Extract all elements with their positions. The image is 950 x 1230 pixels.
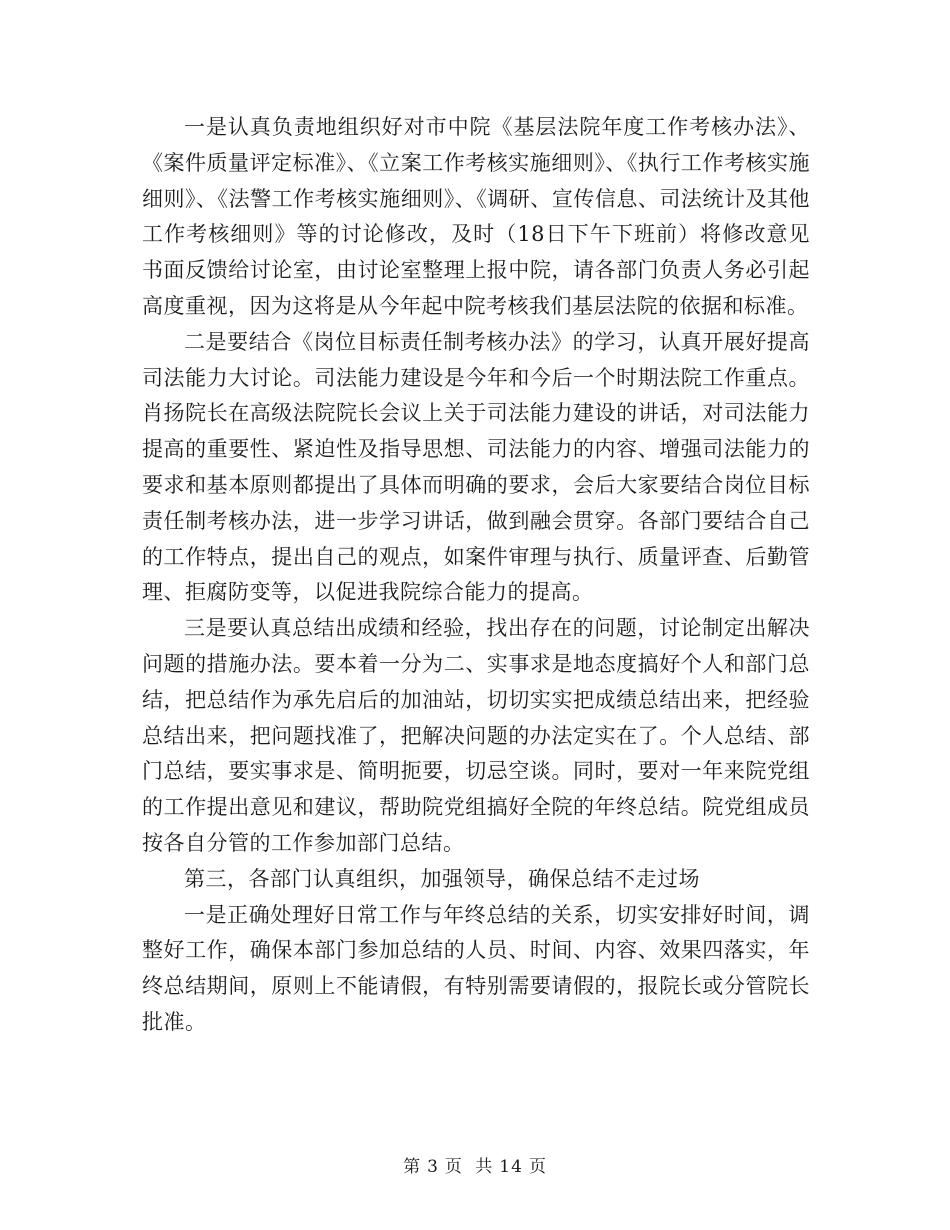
current-page-number: 3 (427, 1157, 439, 1177)
footer-prefix: 第 (403, 1157, 422, 1177)
paragraph-3: 三是要认真总结出成绩和经验，找出存在的问题，讨论制定出解决问题的措施办法。要本着一分为二、实事求是地态度搞好个人和部门总结，把总结作为承先启后的加油站，切切实实把成绩总结出来，把经验总结出来，把问题找准了，把解决问题的办法定实在了。个人总结、部门总结，要实事求是、简明扼要，切忌空谈。同时，要对一年来院党组的工作提出意见和建议，帮助院党组搞好全院的年终总结。院党组成员按各自分管的工作参加部门总结。 (142, 616, 810, 855)
page-footer (0, 1152, 950, 1177)
total-pages-number: 14 (499, 1157, 523, 1177)
document-body (142, 110, 810, 1041)
paragraph-1: 一是认真负责地组织好对市中院《基层法院年度工作考核办法》、《案件质量评定标准》、《立案工作考核实施细则》、《执行工作考核实施细则》、《法警工作考核实施细则》、《调研、宣传信息、司法统计及其他工作考核细则》等的讨论修改，及时（18日下午下班前）将修改意见书面反馈给讨论室，由讨论室整理上报中院，请各部门负责人务必引起高度重视，因为这将是从今年起中院考核我们基层法院的依据和标准。 (142, 115, 810, 318)
paragraph-4: 一是正确处理好日常工作与年终总结的关系，切实安排好时间，调整好工作，确保本部门参加总结的人员、时间、内容、效果四落实，年终总结期间，原则上不能请假，有特别需要请假的，报院长或分管院长批准。 (142, 902, 810, 1034)
section-heading-third: 第三，各部门认真组织，加强领导，确保总结不走过场 (184, 866, 700, 891)
footer-middle: 页 共 (444, 1157, 494, 1177)
footer-suffix: 页 (528, 1157, 547, 1177)
paragraph-2: 二是要结合《岗位目标责任制考核办法》的学习，认真开展好提高司法能力大讨论。司法能力建设是今年和今后一个时期法院工作重点。肖扬院长在高级法院院长会议上关于司法能力建设的讲话，对司法能力提高的重要性、紧迫性及指导思想、司法能力的内容、增强司法能力的要求和基本原则都提出了具体而明确的要求，会后大家要结合岗位目标责任制考核办法，进一步学习讲话，做到融会贯穿。各部门要结合自己的工作特点，提出自己的观点，如案件审理与执行、质量评查、后勤管理、拒腐防变等，以促进我院综合能力的提高。 (142, 329, 810, 605)
